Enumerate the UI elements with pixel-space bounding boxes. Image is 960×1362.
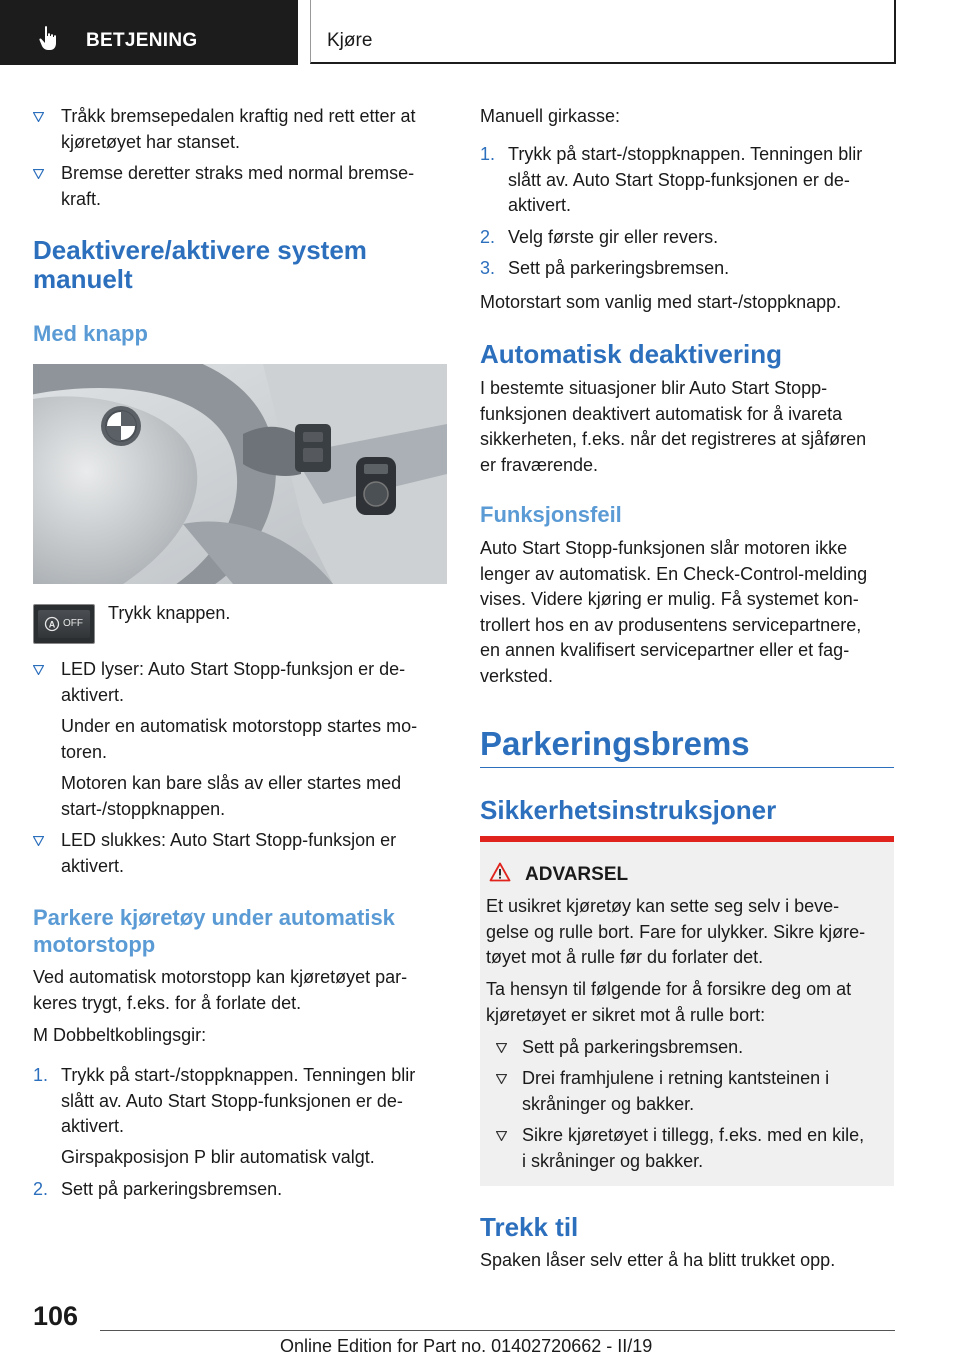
chapter-tab [310, 0, 896, 64]
list-item-sub: Girspakposisjon P blir automatisk valgt. [61, 1147, 375, 1167]
triangle-bullet-icon [33, 161, 47, 186]
footer-divider [100, 1330, 895, 1331]
heading-auto-deactivation: Automatisk deaktivering [480, 339, 782, 369]
heading-deactivate-manual: Deaktivere/aktivere system manuelt [33, 235, 367, 294]
triangle-bullet-icon [496, 1035, 510, 1060]
steering-wheel-illustration [33, 364, 447, 584]
triangle-bullet-icon [33, 828, 47, 853]
heading-park-auto-stop: Parkere kjøretøy under automatisk motorstopp [33, 905, 395, 957]
paragraph: I bestemte situasjoner blir Auto Start Stopp- funksjonen deaktivert automatisk for å ivareta sikkerheten, f.eks. når det registreres at sjåføren er fraværende. [480, 378, 867, 475]
page-number: 106 [33, 1301, 79, 1331]
hand-pointer-icon [38, 25, 64, 51]
button-off-label: OFF [63, 618, 83, 629]
auto-start-stop-button-image [33, 604, 95, 644]
auto-start-stop-icon [44, 616, 60, 632]
heading-with-button: Med knapp [33, 321, 148, 346]
svg-text:A: A [48, 619, 56, 630]
press-button-text: Trykk knappen. [108, 603, 231, 623]
section-title: BETJENING [86, 30, 198, 51]
list-item-sub: Under en automatisk motorstopp startes mo- toren. [61, 716, 418, 762]
triangle-bullet-icon [496, 1123, 510, 1148]
paragraph: Spaken låser selv etter å ha blitt trukket opp. [480, 1250, 836, 1270]
heading-parking-brake: Parkeringsbrems [480, 725, 750, 762]
heading-safety-instructions: Sikkerhetsinstruksjoner [480, 795, 777, 825]
heading-pull: Trekk til [480, 1212, 579, 1242]
edition-text: Online Edition for Part no. 01402720662 - II/19 [280, 1336, 653, 1356]
warning-triangle-icon [489, 862, 511, 882]
paragraph: Manuell girkasse: [480, 106, 621, 126]
list-item-sub: Motoren kan bare slås av eller startes med start-/stoppknappen. [61, 773, 402, 819]
warning-paragraph: Et usikret kjøretøy kan sette seg selv i beve- gelse og rulle bort. Fare for ulykker. Sikre kjøre- tøyet mot å rulle før du forlater det. [486, 896, 866, 967]
triangle-bullet-icon [33, 657, 47, 682]
paragraph: Auto Start Stopp-funksjonen slår motoren ikke lenger av automatisk. En Check-Control-melding vises. Videre kjøring er mulig. Få systemet kon- trollert hos en av produsentens servicepartnere, en annen kvalifisert servicepartner eller et fag- verksted. [480, 538, 868, 686]
triangle-bullet-icon [496, 1066, 510, 1091]
chapter-title: Kjøre [327, 30, 373, 51]
warning-paragraph: Ta hensyn til følgende for å forsikre deg om at kjøretøyet er sikret mot å rulle bort: [486, 979, 852, 1025]
heading-malfunction: Funksjonsfeil [480, 502, 622, 527]
heading-underline [480, 767, 894, 768]
paragraph: Ved automatisk motorstopp kan kjøretøyet par- keres trygt, f.eks. for å forlate det. [33, 967, 408, 1013]
paragraph: M Dobbeltkoblingsgir: [33, 1025, 207, 1045]
triangle-bullet-icon [33, 104, 47, 129]
section-tab [0, 0, 298, 65]
warning-title: ADVARSEL [525, 864, 629, 885]
paragraph: Motorstart som vanlig med start-/stoppknapp. [480, 292, 842, 312]
steering-wheel-photo [33, 364, 447, 584]
